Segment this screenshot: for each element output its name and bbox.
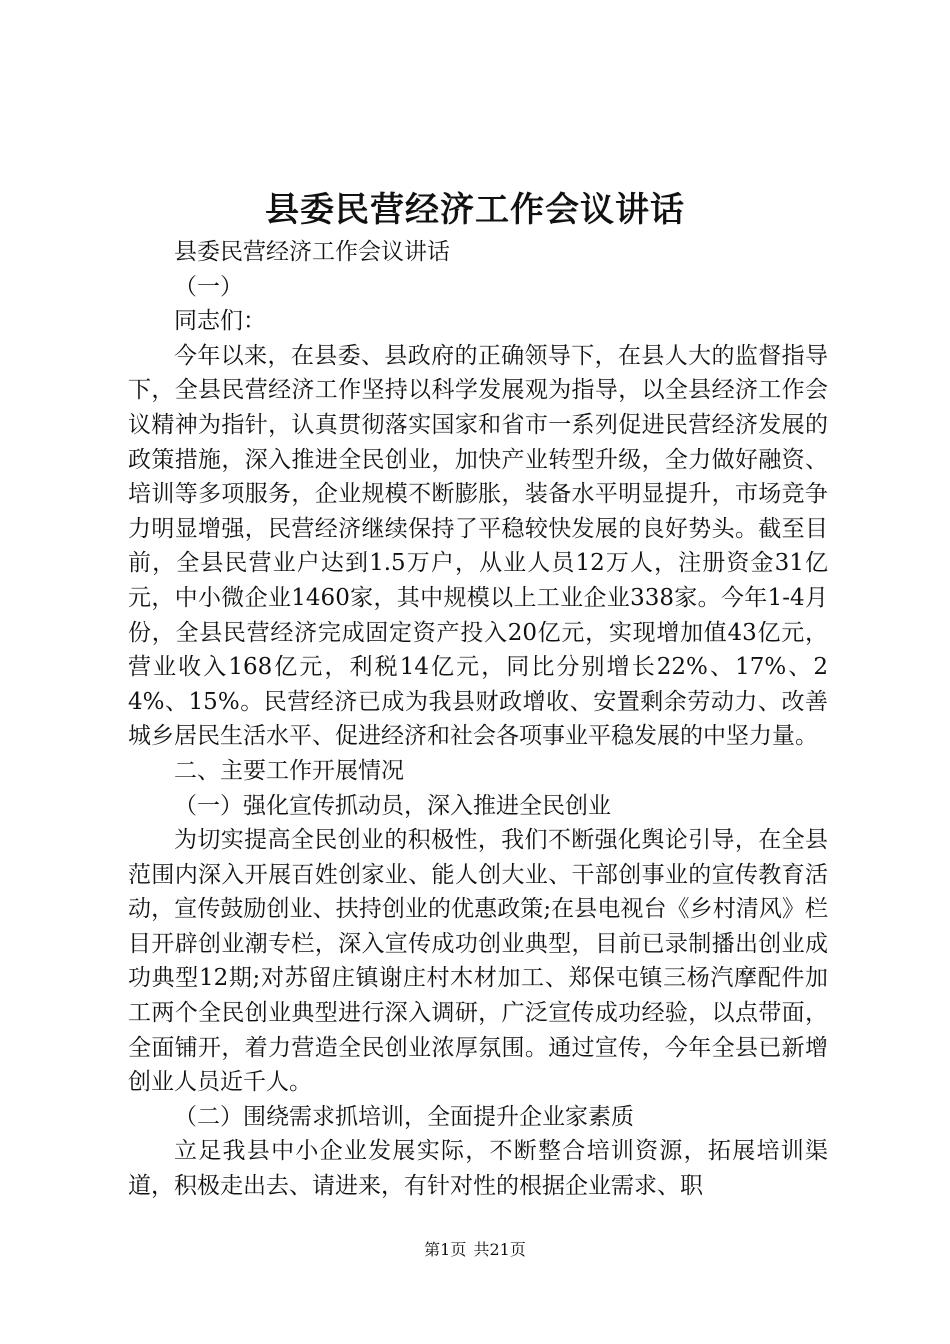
document-title: 县委民营经济工作会议讲话 <box>265 190 685 230</box>
salutation: 同志们： <box>174 308 266 335</box>
subsection-heading: （二）围绕需求抓培训，全面提升企业家素质 <box>174 1103 634 1130</box>
body-paragraph: 今年以来，在县委、县政府的正确领导下，在县人大的监督指导下，全县民营经济工作坚持以科学发展观为指导，以全县经济工作会议精神为指针，认真贯彻落实国家和省市一系列促进民营经济发展的政策措施，深入推进全民创业，加快产业转型升级，全力做好融资、培训等多项服务，企业规模不断膨胀，装备水平明显提升，市场竞争力明显增强，民营经济继续保持了平稳较快发展的良好势头。截至目前，全县民营业户达到1.5万户，从业人员12万人，注册资金31亿元，中小微企业1460家，其中规模以上工业企业338家。今年1-4月份，全县民营经济完成固定资产投入20亿元，实现增加值43亿元，营业收入168亿元，利税14亿元，同比分别增长22%、17%、24%、15%。民营经济已成为我县财政增收、安置剩余劳动力、改善城乡居民生活水平、促进经济和社会各项事业平稳发展的中坚力量。 <box>128 342 828 750</box>
body-paragraph: 立足我县中小企业发展实际，不断整合培训资源，拓展培训渠道，积极走出去、请进来，有针对性的根据企业需求、职 <box>128 1138 828 1200</box>
body-paragraph: 为切实提高全民创业的积极性，我们不断强化舆论引导，在全县范围内深入开展百姓创家业、能人创大业、干部创事业的宣传教育活动，宣传鼓励创业、扶持创业的优惠政策;在县电视台《乡村清风》栏目开辟创业潮专栏，深入宣传成功创业典型，目前已录制播出创业成功典型12期;对苏留庄镇谢庄村木材加工、郑保屯镇三杨汽摩配件加工两个全民创业典型进行深入调研，广泛宣传成功经验，以点带面，全面铺开，着力营造全民创业浓厚氛围。通过宣传，今年全县已新增创业人员近千人。 <box>128 827 828 1096</box>
page-total: 共21页 <box>473 1240 526 1259</box>
section-heading: 二、主要工作开展情况 <box>174 757 404 784</box>
document-body <box>128 235 828 1204</box>
subsection-heading: （一）强化宣传抓动员，深入推进全民创业 <box>174 792 611 819</box>
page-number: 第1页 <box>424 1240 467 1259</box>
page-footer <box>0 1238 950 1262</box>
subtitle-paragraph: 县委民营经济工作会议讲话 <box>174 239 450 265</box>
section-number: （一） <box>174 273 243 300</box>
